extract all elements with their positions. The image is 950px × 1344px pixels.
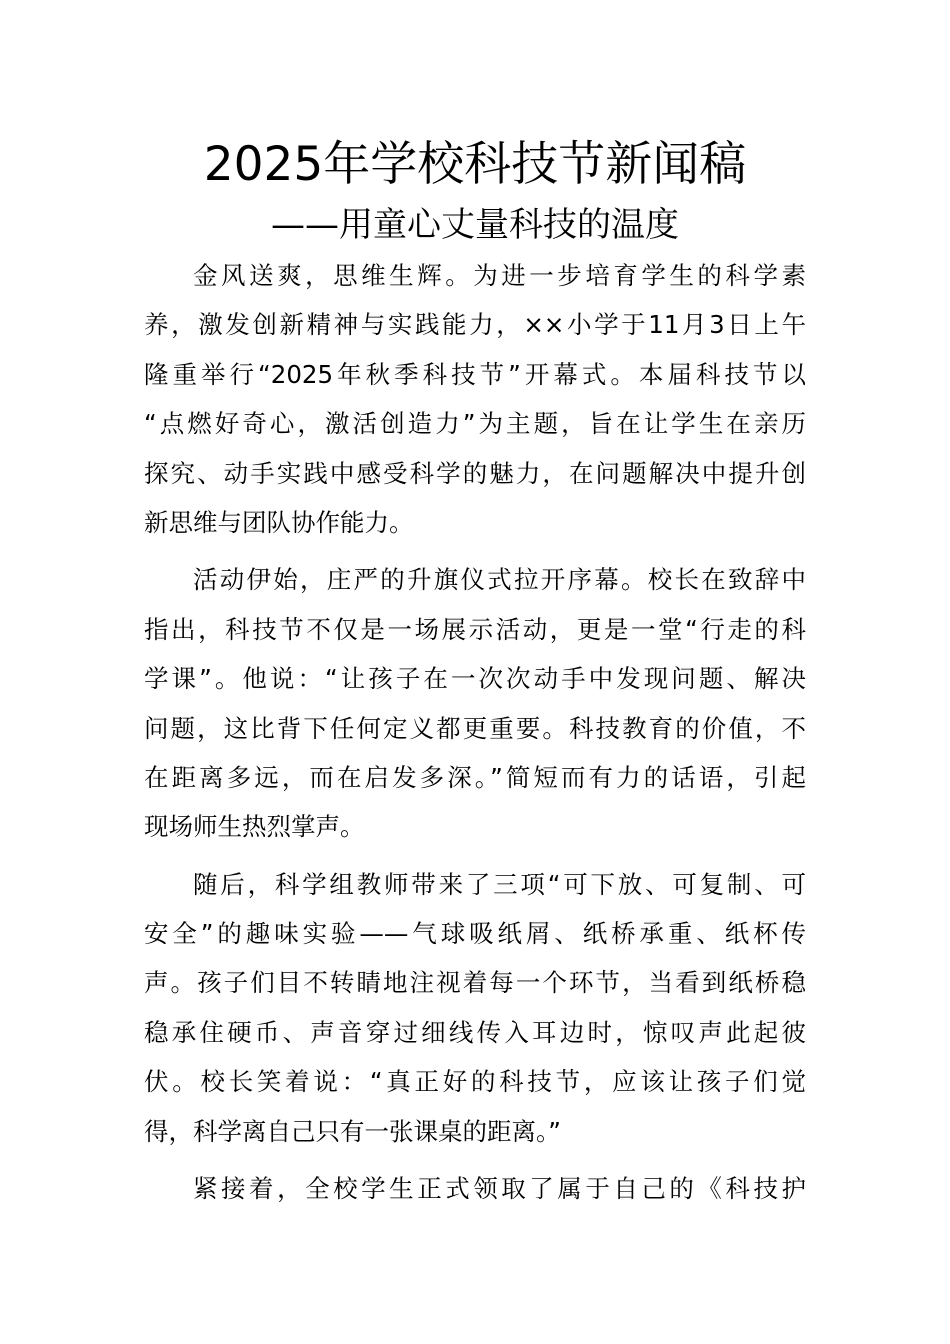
paragraph-line: “点燃好奇心，激活创造力”为主题，旨在让学生在亲历 — [144, 409, 806, 439]
paragraph-line: 新思维与团队协作能力。 — [144, 507, 414, 537]
paragraph-line: 声。孩子们目不转睛地注视着每一个环节，当看到纸桥稳 — [144, 968, 806, 998]
paragraph-line: 安全”的趣味实验——气球吸纸屑、纸桥承重、纸杯传 — [144, 919, 806, 949]
paragraph-line: 探究、动手实践中感受科学的魅力，在问题解决中提升创 — [144, 458, 806, 488]
paragraph-line: 活动伊始，庄严的升旗仪式拉开序幕。校长在致辞中 — [193, 565, 806, 595]
paragraph-line: 伏。校长笑着说：“真正好的科技节，应该让孩子们觉 — [144, 1067, 806, 1097]
paragraph-line: 隆重举行“2025年秋季科技节”开幕式。本届科技节以 — [144, 359, 806, 389]
paragraph-3 — [144, 860, 806, 1156]
paragraph-line: 随后，科学组教师带来了三项“可下放、可复制、可 — [193, 869, 806, 899]
paragraph-line: 得，科学离自己只有一张课桌的距离。” — [144, 1116, 561, 1146]
paragraph-line: 指出，科技节不仅是一场展示活动，更是一堂“行走的科 — [144, 614, 806, 644]
document-title: 2025年学校科技节新闻稿 — [203, 137, 747, 192]
paragraph-line: 在距离多远，而在启发多深。”简短而有力的话语，引起 — [144, 762, 806, 792]
document-subtitle: ——用童心丈量科技的温度 — [271, 205, 679, 245]
paragraph-line: 养，激发创新精神与实践能力，××小学于11月3日上午 — [144, 310, 806, 340]
document-body — [144, 251, 806, 1213]
paragraph-2 — [144, 555, 806, 851]
paragraph-1 — [144, 251, 806, 547]
paragraph-4 — [144, 1164, 806, 1213]
paragraph-line: 金风送爽，思维生辉。为进一步培育学生的科学素 — [193, 261, 806, 290]
paragraph-line: 问题，这比背下任何定义都更重要。科技教育的价值，不 — [144, 713, 806, 743]
paragraph-line: 现场师生热烈掌声。 — [144, 812, 365, 842]
paragraph-line: 学课”。他说：“让孩子在一次次动手中发现问题、解决 — [144, 664, 806, 694]
paragraph-line: 稳承住硬币、声音穿过细线传入耳边时，惊叹声此起彼 — [144, 1017, 806, 1047]
paragraph-line: 紧接着，全校学生正式领取了属于自己的《科技护 — [193, 1174, 806, 1204]
